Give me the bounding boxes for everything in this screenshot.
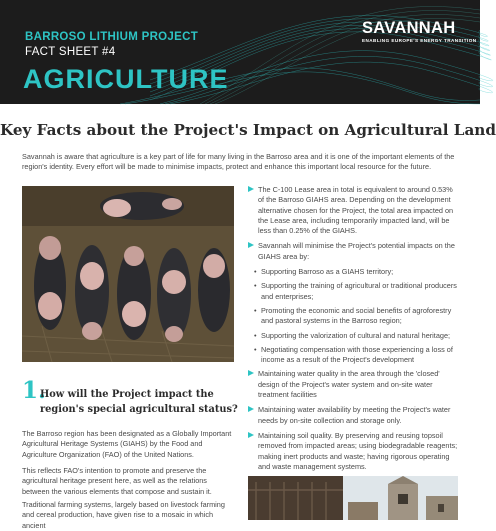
pigs-photo [22, 186, 234, 362]
dot-bullet-icon: • [254, 281, 257, 291]
village-photo [248, 476, 458, 520]
dot-bullet-icon: • [254, 305, 257, 315]
dot-bullet-icon: • [254, 330, 257, 340]
triangle-bullet-icon [248, 186, 254, 192]
triangle-bullet-icon [248, 242, 254, 248]
triangle-bullet-icon [248, 370, 254, 376]
bullet-item: Maintaining water quality in the area through the 'closed' design of the Project's water system and on-site water treatment facilities [248, 369, 458, 400]
body-paragraph: The Barroso region has been designated as a Globally Important Agricultural Heritage Systems (GIAHS) by the Food and Agriculture Organization (FAO) of the United Nations. [22, 429, 232, 459]
header-banner [0, 0, 480, 104]
fact-sheet-number: FACT SHEET #4 [25, 46, 116, 58]
page-title: Key Facts about the Project's Impact on Agricultural Land [0, 121, 496, 139]
topic-heading: AGRICULTURE [23, 64, 229, 94]
sub-bullet-item: • Supporting the training of agricultural or traditional producers and enterprises; [254, 281, 457, 301]
intro-paragraph: Savannah is aware that agriculture is a key part of life for many living in the Barroso area and it is one of the important elements of the region's identity. Every effort will be made to minimise impacts, protect and enhance this important local resource for the future. [22, 152, 455, 172]
dot-bullet-icon: • [254, 267, 257, 277]
sub-bullet-item: • Supporting Barroso as a GIAHS territory; [254, 267, 394, 277]
sub-bullet-item: • Negotiating compensation with those experiencing a loss of income as a result of the Project's development [254, 344, 453, 365]
bullet-item: The C-100 Lease area in total is equivalent to around 0.53% of the Barroso GIAHS area. Depending on the development alternative chosen for the Project, the total area impacted on the Lease area, including temporarily impacted land, will be less than 0.25% of the GIAHS. [248, 185, 458, 236]
body-paragraph: This reflects FAO's intention to promote and preserve the agricultural heritage present here, as well as the relations between the various elements that compose and sustain it. [22, 466, 212, 496]
right-column [248, 185, 458, 477]
sub-bullet-item: • Promoting the economic and social benefits of agroforestry and pastoral systems in the Barroso region; [254, 305, 452, 326]
section-heading: How will the Project impact the region's special agricultural status? [40, 389, 238, 415]
triangle-bullet-icon [248, 432, 254, 438]
section-number: 1. [22, 377, 47, 404]
bullet-item: Savannah will minimise the Project's potential impacts on the GIAHS area by: [248, 241, 458, 262]
dot-bullet-icon: • [254, 344, 257, 354]
sub-bullet-item: • Supporting the valorization of cultural and natural heritage; [254, 330, 451, 340]
bullet-item: Maintaining soil quality. By preserving and reusing topsoil removed from impacted areas; using biodegradable reagents; making inert products and waste; having rigorous operating and waste management systems. [248, 431, 458, 472]
project-name: BARROSO LITHIUM PROJECT [25, 31, 199, 43]
body-paragraph: Traditional farming systems, largely based on livestock farming and cereal production, have given rise to a mosaic in which ancient [22, 500, 225, 530]
triangle-bullet-icon [248, 406, 254, 412]
logo-tagline: ENABLING EUROPE'S ENERGY TRANSITION [362, 38, 477, 43]
savannah-logo: SAVANNAH [362, 19, 456, 37]
bullet-item: Maintaining water availability by meeting the Project's water needs by on-site collection and storage only. [248, 405, 458, 426]
